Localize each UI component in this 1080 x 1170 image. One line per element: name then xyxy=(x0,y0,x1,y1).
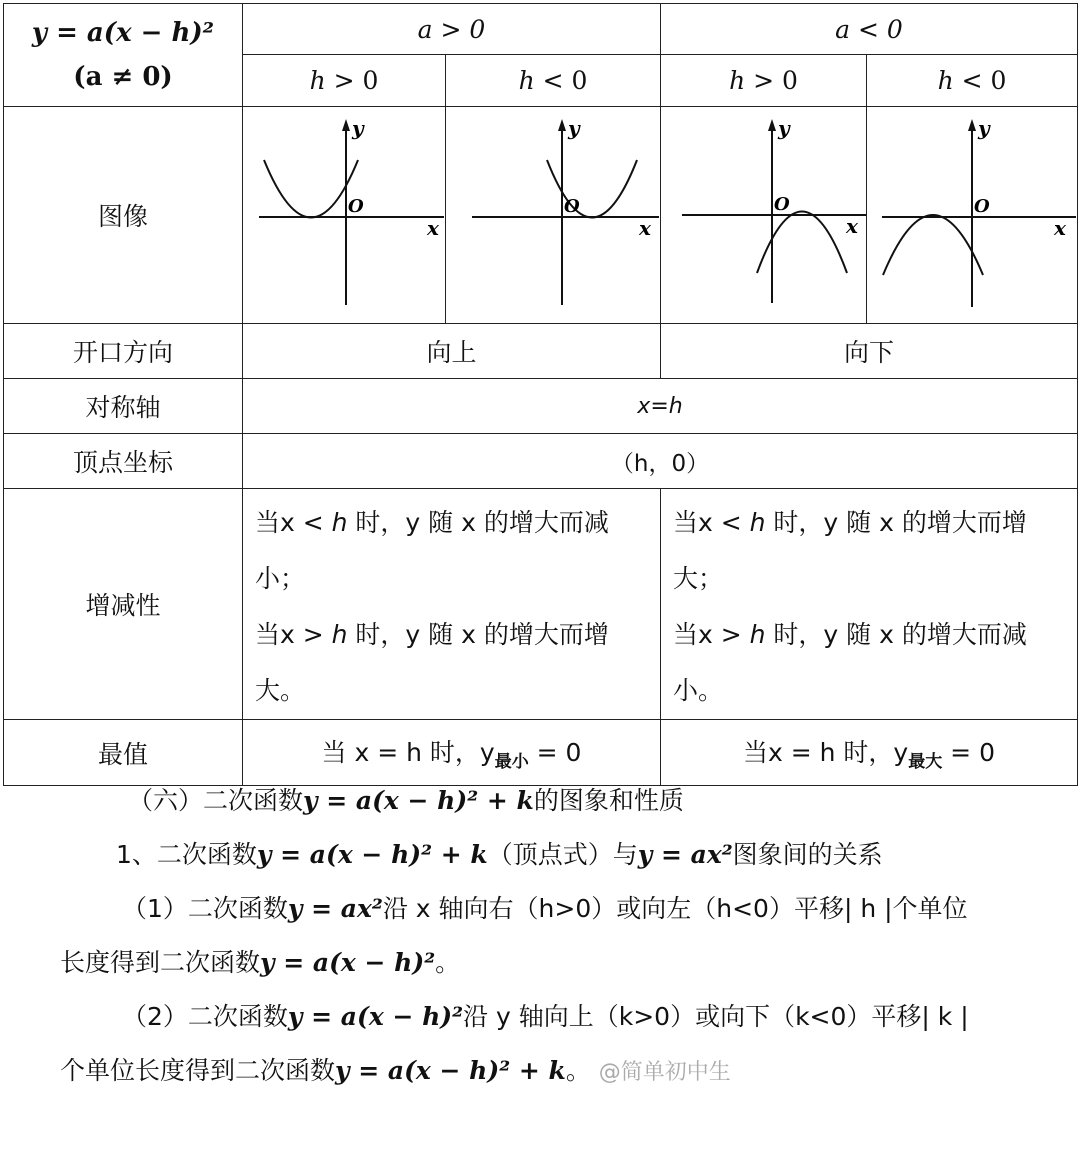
rule-1-line-2: 长度得到二次函数y = a(x − h)²。 xyxy=(60,948,461,977)
y-axis-label: y xyxy=(568,116,580,140)
symmetry-axis-value: x=h xyxy=(243,379,1078,434)
extreme-max-text: 当x = h 时，y xyxy=(743,738,909,767)
opening-label: 开口方向 xyxy=(4,324,243,379)
header-formula: y = a(x − h)² xyxy=(31,18,215,48)
extreme-max-value: = 0 xyxy=(942,738,995,767)
mono-down-line-1: 当x < ℎ 时，y 随 x 的增大而增大； xyxy=(673,508,1027,593)
parabola-down-left-graph xyxy=(868,115,1076,315)
a-positive-header: a > 0 xyxy=(243,4,661,55)
graph-up-h-pos xyxy=(243,107,446,324)
mono-up-line-1: 当x < ℎ 时，y 随 x 的增大而减小； xyxy=(255,508,609,593)
mono-down-line-2: 当x > ℎ 时，y 随 x 的增大而减小。 xyxy=(673,620,1027,705)
extreme-min xyxy=(243,720,661,786)
y-axis-label: y xyxy=(777,116,790,140)
x-axis-label: x xyxy=(1054,216,1066,240)
sub-header-3: ℎ > 0 xyxy=(661,55,867,107)
opening-down: 向下 xyxy=(661,324,1078,379)
sub-header-1: ℎ > 0 xyxy=(243,55,446,107)
x-axis-label: x xyxy=(639,216,651,240)
opening-up: 向上 xyxy=(243,324,661,379)
graph-down-h-pos xyxy=(661,107,867,324)
extreme-min-sub: 最小 xyxy=(494,752,529,772)
vertex-value: （h，0） xyxy=(243,434,1078,489)
extreme-max xyxy=(661,720,1078,786)
x-axis-label: x xyxy=(427,216,439,240)
header-formula-cell xyxy=(4,4,243,107)
y-axis-label: y xyxy=(352,116,364,140)
graph-row-label: 图像 xyxy=(4,107,243,324)
extreme-min-text: 当 x = h 时，y xyxy=(321,738,495,767)
relation-heading: 1、二次函数y = a(x − h)² + k（顶点式）与y = ax²图象间的关系 xyxy=(116,840,883,869)
header-condition: (a ≠ 0) xyxy=(73,62,173,92)
extreme-min-value: = 0 xyxy=(528,738,582,767)
monotonicity-up xyxy=(243,489,661,720)
extreme-label: 最值 xyxy=(4,720,243,786)
origin-label: O xyxy=(348,196,364,217)
origin-label: O xyxy=(564,196,580,217)
watermark: @简单初中生 xyxy=(598,1060,731,1085)
y-axis-label: y xyxy=(978,116,990,140)
rule-2-line-1: （2）二次函数y = a(x − h)²沿 y 轴向上（k>0）或向下（k<0）平移| k | xyxy=(122,1002,969,1031)
properties-table xyxy=(3,3,1078,786)
extreme-max-sub: 最大 xyxy=(908,752,943,772)
rule-1-line-1: （1）二次函数y = ax²沿 x 轴向右（h>0）或向左（h<0）平移| h |个单位 xyxy=(122,894,968,923)
mono-up-line-2: 当x > ℎ 时，y 随 x 的增大而增大。 xyxy=(255,620,609,705)
x-axis-label: x xyxy=(845,214,858,238)
symmetry-axis-label: 对称轴 xyxy=(4,379,243,434)
a-negative-header: a < 0 xyxy=(661,4,1078,55)
vertex-label: 顶点坐标 xyxy=(4,434,243,489)
parabola-up-left-graph xyxy=(447,115,659,315)
parabola-up-right-graph xyxy=(244,115,444,315)
section-title: （六）二次函数y = a(x − h)² + k的图象和性质 xyxy=(128,786,684,815)
sub-header-4: ℎ < 0 xyxy=(867,55,1078,107)
monotonicity-down xyxy=(661,489,1078,720)
graph-down-h-neg xyxy=(867,107,1078,324)
graph-up-h-neg xyxy=(446,107,661,324)
monotonicity-label: 增减性 xyxy=(4,489,243,720)
rule-2-line-2: 个单位长度得到二次函数y = a(x − h)² + k。 @简单初中生 xyxy=(60,1056,731,1085)
sub-header-2: ℎ < 0 xyxy=(446,55,661,107)
parabola-down-right-graph xyxy=(662,115,866,315)
origin-label: O xyxy=(974,196,990,217)
origin-label: O xyxy=(773,194,790,215)
